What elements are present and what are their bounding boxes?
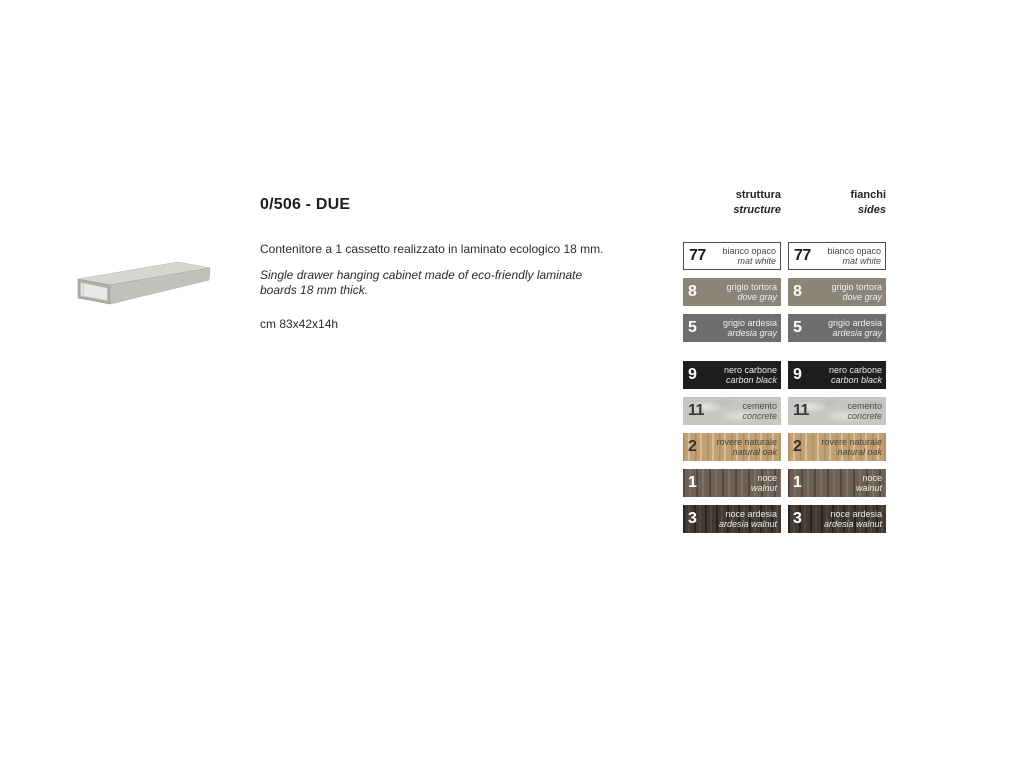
swatch-labels [722, 246, 776, 266]
swatch-name-english: walnut [855, 483, 882, 493]
swatch-name-english: ardesia gray [832, 328, 882, 338]
swatch-name-english: natural oak [732, 447, 777, 457]
swatch-labels [831, 282, 882, 302]
finish-swatch-11 [788, 397, 886, 425]
product-description-english: Single drawer hanging cabinet made of eco-friendly laminate boards 18 mm thick. [260, 268, 583, 297]
swatch-name-italian: noce [757, 473, 777, 483]
swatch-code: 3 [688, 510, 697, 527]
swatch-name-italian: noce [862, 473, 882, 483]
swatch-code: 5 [688, 319, 697, 336]
swatch-group [683, 361, 781, 533]
swatch-labels [829, 365, 882, 385]
column-header-sides [788, 188, 886, 218]
finish-swatch-8 [683, 278, 781, 306]
swatch-name-italian: nero carbone [723, 365, 777, 375]
swatch-name-italian: grigio ardesia [827, 318, 882, 328]
swatch-code: 8 [688, 283, 697, 300]
swatch-code: 1 [688, 474, 697, 491]
swatch-name-italian: bianco opaco [722, 246, 776, 256]
swatch-labels [821, 437, 882, 457]
swatch-code: 9 [688, 366, 697, 383]
swatch-name-english: carbon black [830, 375, 882, 385]
finish-column-sides [788, 188, 886, 533]
sides-swatch-list [788, 242, 886, 533]
swatch-code: 11 [793, 402, 809, 419]
swatch-labels [824, 509, 882, 529]
swatch-name-english: natural oak [837, 447, 882, 457]
finish-swatch-9 [683, 361, 781, 389]
swatch-code: 11 [688, 402, 704, 419]
cabinet-illustration [76, 250, 216, 308]
swatch-code: 1 [793, 474, 802, 491]
finish-swatch-9 [788, 361, 886, 389]
column-header-structure-english: structure [733, 204, 781, 216]
swatch-name-italian: rovere naturale [716, 437, 777, 447]
swatch-name-english: carbon black [725, 375, 777, 385]
swatch-name-english: mat white [737, 256, 776, 266]
swatch-name-english: concrete [847, 411, 882, 421]
finish-swatch-11 [683, 397, 781, 425]
swatch-name-italian: rovere naturale [821, 437, 882, 447]
swatch-name-italian: grigio tortora [831, 282, 882, 292]
swatch-labels [828, 318, 882, 338]
finish-swatch-77 [683, 242, 781, 270]
swatch-code: 8 [793, 283, 802, 300]
swatch-labels [742, 401, 777, 421]
swatch-labels [847, 401, 882, 421]
swatch-labels [751, 473, 777, 493]
finishes-panel [683, 188, 886, 533]
product-description-italian: Contenitore a 1 cassetto realizzato in laminato ecologico 18 mm. [260, 242, 604, 256]
swatch-name-italian: bianco opaco [827, 246, 881, 256]
product-dimensions: cm 83x42x14h [260, 317, 339, 331]
swatch-labels [716, 437, 777, 457]
swatch-code: 5 [793, 319, 802, 336]
column-header-sides-english: sides [857, 204, 886, 216]
product-title: 0/506 - DUE [260, 196, 351, 213]
swatch-name-italian: nero carbone [828, 365, 882, 375]
swatch-name-english: dove gray [737, 292, 777, 302]
swatch-name-english: dove gray [842, 292, 882, 302]
finish-swatch-2 [788, 433, 886, 461]
swatch-name-italian: cemento [847, 401, 882, 411]
column-header-structure [683, 188, 781, 218]
finish-swatch-3 [683, 505, 781, 533]
swatch-name-english: walnut [750, 483, 777, 493]
swatch-labels [726, 282, 777, 302]
finish-swatch-8 [788, 278, 886, 306]
swatch-name-italian: grigio tortora [726, 282, 777, 292]
column-header-structure-italian: struttura [735, 189, 781, 201]
swatch-labels [827, 246, 881, 266]
finish-swatch-1 [683, 469, 781, 497]
swatch-group [788, 361, 886, 533]
swatch-name-english: mat white [842, 256, 881, 266]
structure-swatch-list [683, 242, 781, 533]
swatch-group [788, 242, 886, 342]
swatch-name-italian: noce ardesia [725, 509, 777, 519]
finish-swatch-2 [683, 433, 781, 461]
column-header-sides-italian: fianchi [850, 189, 886, 201]
finish-swatch-5 [683, 314, 781, 342]
finish-swatch-77 [788, 242, 886, 270]
swatch-code: 77 [794, 247, 811, 264]
swatch-code: 77 [689, 247, 706, 264]
finish-swatch-5 [788, 314, 886, 342]
swatch-name-italian: noce ardesia [830, 509, 882, 519]
swatch-name-italian: grigio ardesia [722, 318, 777, 328]
swatch-labels [719, 509, 777, 529]
finish-swatch-3 [788, 505, 886, 533]
finish-column-structure [683, 188, 781, 533]
swatch-code: 9 [793, 366, 802, 383]
finish-swatch-1 [788, 469, 886, 497]
swatch-labels [723, 318, 777, 338]
product-image [76, 250, 216, 308]
swatch-code: 2 [793, 438, 802, 455]
swatch-name-italian: cemento [742, 401, 777, 411]
swatch-group [683, 242, 781, 342]
swatch-name-english: concrete [742, 411, 777, 421]
swatch-labels [724, 365, 777, 385]
swatch-name-english: ardesia gray [727, 328, 777, 338]
swatch-code: 3 [793, 510, 802, 527]
swatch-name-english: ardesia walnut [823, 519, 882, 529]
swatch-code: 2 [688, 438, 697, 455]
swatch-labels [856, 473, 882, 493]
swatch-name-english: ardesia walnut [718, 519, 777, 529]
